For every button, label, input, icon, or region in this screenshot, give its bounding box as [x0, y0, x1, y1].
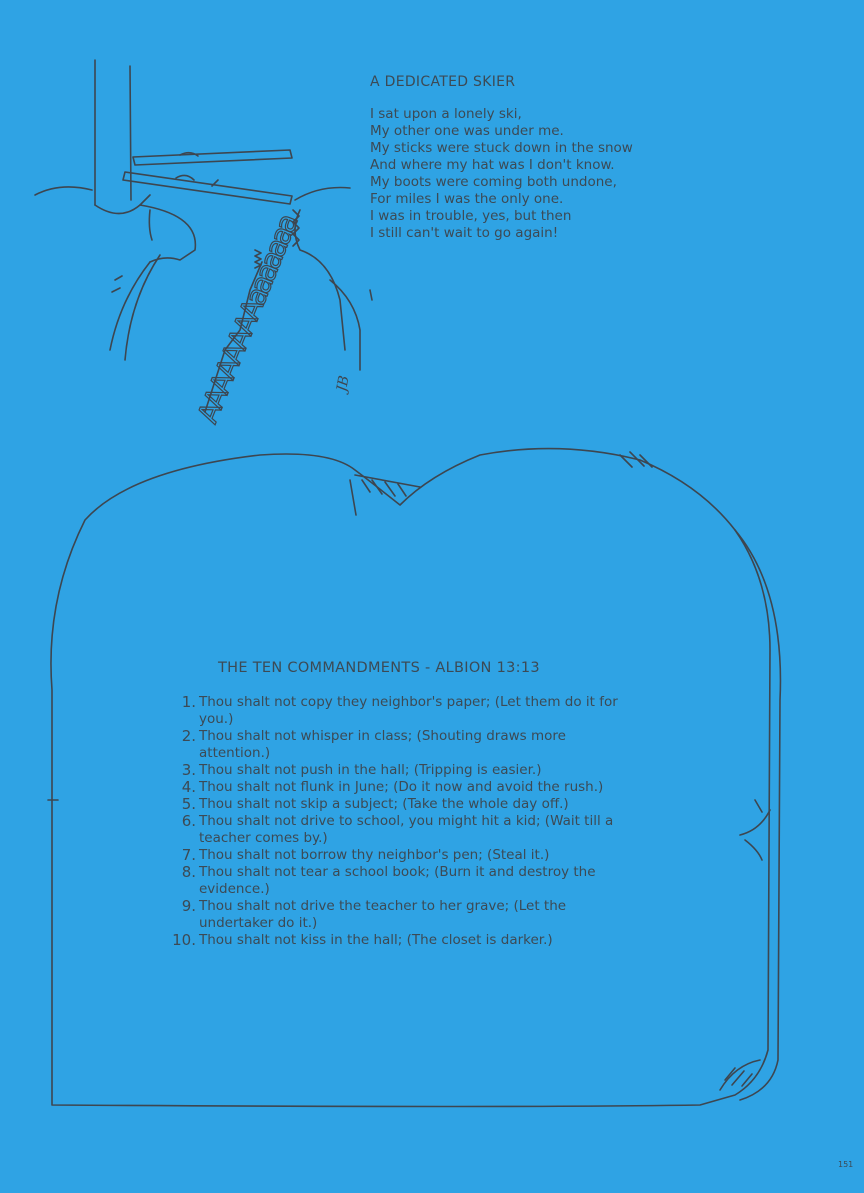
item-text: Thou shalt not drive to school, you might hit a kid; (Wait till a teacher comes by.): [199, 813, 614, 846]
item-text: Thou shalt not borrow thy neighbor's pen; (Steal it.): [199, 847, 550, 863]
page-number: 151: [838, 1160, 854, 1169]
poem-line: My other one was under me.: [370, 123, 564, 139]
signature: JB: [334, 374, 353, 393]
poem-title: A DEDICATED SKIER: [370, 74, 516, 90]
item-text: Thou shalt not flunk in June; (Do it now and avoid the rush.): [199, 779, 604, 795]
item-text: Thou shalt not drive the teacher to her grave; (Let the undertaker do it.): [199, 898, 567, 931]
item-number: 1.: [181, 693, 196, 711]
item-number: 7.: [181, 846, 196, 864]
poem-line: And where my hat was I don't know.: [370, 157, 615, 173]
item-number: 8.: [181, 863, 196, 881]
scream-text: AAAAAAAAaaaaaaa: [190, 212, 304, 428]
item-text: Thou shalt not copy they neighbor's paper; (Let them do it for you.): [199, 694, 618, 727]
item-number: 2.: [181, 727, 196, 745]
poem-line: I sat upon a lonely ski,: [370, 106, 522, 122]
poem-line: My sticks were stuck down in the snow: [370, 140, 633, 156]
list-item: [150, 932, 670, 949]
item-text: Thou shalt not whisper in class; (Shouting draws more attention.): [199, 728, 566, 761]
commandments-list: [150, 694, 670, 949]
poem: [370, 74, 700, 242]
list-item: [150, 694, 670, 728]
poem-line: I was in trouble, yes, but then: [370, 208, 572, 224]
poem-line: My boots were coming both undone,: [370, 174, 617, 190]
item-text: Thou shalt not skip a subject; (Take the whole day off.): [199, 796, 569, 812]
skier-drawing: [35, 60, 372, 412]
list-item: [150, 762, 670, 779]
item-text: Thou shalt not tear a school book; (Burn it and destroy the evidence.): [199, 864, 596, 897]
item-number: 6.: [181, 812, 196, 830]
poem-line: For miles I was the only one.: [370, 191, 564, 207]
item-number: 5.: [181, 795, 196, 813]
list-item: [150, 796, 670, 813]
commandments-title: THE TEN COMMANDMENTS - ALBION 13:13: [218, 660, 540, 676]
poem-line: I still can't wait to go again!: [370, 225, 559, 241]
item-number: 3.: [181, 761, 196, 779]
list-item: [150, 847, 670, 864]
list-item: [150, 728, 670, 762]
item-number: 10.: [172, 931, 196, 949]
list-item: [150, 813, 670, 847]
item-number: 9.: [181, 897, 196, 915]
item-text: Thou shalt not kiss in the hall; (The closet is darker.): [199, 932, 553, 948]
item-text: Thou shalt not push in the hall; (Tripping is easier.): [199, 762, 542, 778]
item-number: 4.: [181, 778, 196, 796]
list-item: [150, 898, 670, 932]
list-item: [150, 779, 670, 796]
list-item: [150, 864, 670, 898]
